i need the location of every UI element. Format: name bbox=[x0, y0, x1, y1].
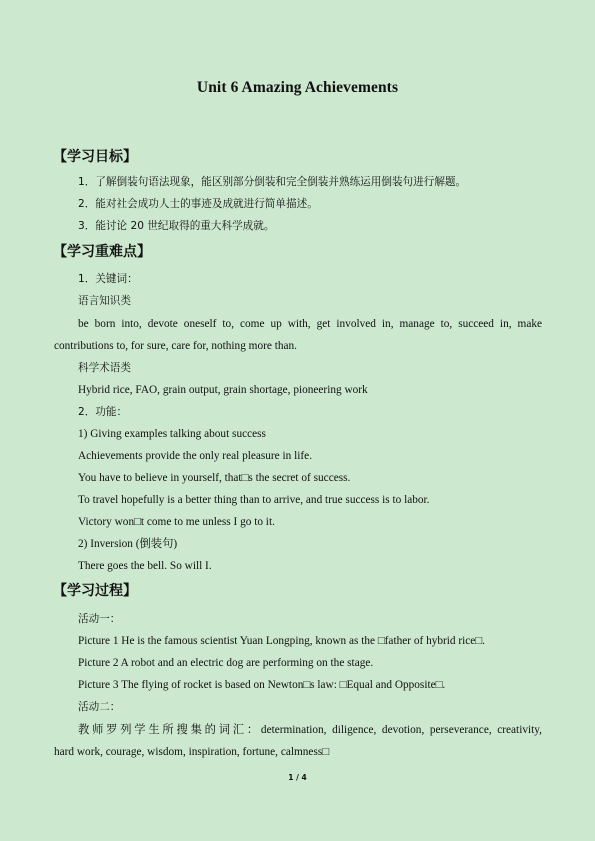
goal-item-1: 1．了解倒装句语法现象，能区别部分倒装和完全倒装并熟练运用倒装句进行解题。 bbox=[78, 176, 467, 188]
picture-3-text: Picture 3 The flying of rocket is based on Newton□s law: □Equal and Opposite□. bbox=[78, 679, 446, 691]
activity-one-label: 活动一： bbox=[78, 613, 121, 625]
quote-believe: You have to believe in yourself, that□s the secret of success. bbox=[78, 472, 351, 484]
key-line-phrases: be born into, devote oneself to, come up with, get involved in, manage to, succeed in, make bbox=[78, 318, 542, 330]
vocabulary-list: 教师罗列学生所搜集的词汇：determination, diligence, devotion, perseverance, creativity, bbox=[78, 724, 542, 736]
picture-2-text: Picture 2 A robot and an electric dog are performing on the stage. bbox=[78, 657, 374, 669]
document-title: Unit 6 Amazing Achievements bbox=[196, 79, 399, 96]
key-line-language-knowledge: 语言知识类 bbox=[78, 295, 131, 307]
activity-two-label: 活动二： bbox=[78, 701, 121, 713]
section-heading-learning-process: 【学习过程】 bbox=[53, 583, 137, 599]
page-number: 1 / 4 bbox=[288, 773, 307, 782]
vocabulary-list-cont: hard work, courage, wisdom, inspiration, fortune, calmness□ bbox=[54, 746, 330, 758]
section-heading-key-points: 【学习重难点】 bbox=[53, 244, 151, 260]
quote-victory: Victory won□t come to me unless I go to it. bbox=[78, 516, 275, 528]
quote-travel: To travel hopefully is a better thing than to arrive, and true success is to labor. bbox=[78, 494, 430, 506]
key-line-keywords: 1．关键词： bbox=[78, 273, 138, 285]
key-line-phrases-cont: contributions to, for sure, care for, nothing more than. bbox=[54, 340, 297, 352]
key-line-inversion: 2) Inversion (倒装句) bbox=[78, 538, 178, 550]
goal-item-2: 2．能对社会成功人士的事迹及成就进行简单描述。 bbox=[78, 198, 318, 210]
inversion-example: There goes the bell. So will I. bbox=[78, 560, 212, 572]
key-line-terms: Hybrid rice, FAO, grain output, grain shortage, pioneering work bbox=[78, 384, 368, 396]
key-line-functions: 2．功能： bbox=[78, 406, 128, 418]
key-line-science-terms: 科学术语类 bbox=[78, 362, 131, 374]
section-heading-learning-goals: 【学习目标】 bbox=[53, 149, 137, 165]
quote-achievements: Achievements provide the only real pleasure in life. bbox=[78, 450, 313, 462]
picture-1-text: Picture 1 He is the famous scientist Yuan Longping, known as the □father of hybrid rice□. bbox=[78, 635, 485, 647]
goal-item-3: 3．能讨论 20 世纪取得的重大科学成就。 bbox=[78, 220, 275, 232]
key-line-examples: 1) Giving examples talking about success bbox=[78, 428, 266, 440]
